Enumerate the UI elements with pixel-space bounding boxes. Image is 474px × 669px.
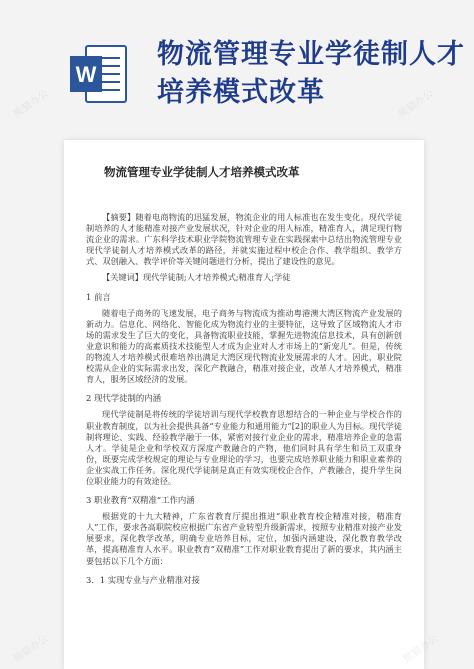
section-heading: 2 现代学徒制的内涵 (86, 393, 161, 404)
watermark: 熊猫办公 (11, 633, 51, 666)
abstract: 【摘要】随着电商物流的迅猛发展，物流企业的用人标准也在发生变化。现代学徒制培养的人才能精准对接产业发展状况，针对企业的用人标准，精准育人，满足现行物流企业的需求。广东科学技术职业学院物流管理专业在实践探索中总结出物流管理专业现代学徒制人才培养模式改革的路径，并就实施过程中校企合作、教学组织、教学方式、双创融入、教学评价等关键问题进行分析，提出了建设性的意见。 (86, 212, 402, 267)
section-heading: 1 前言 (86, 291, 111, 302)
paragraph: 根据党的十九大精神，广东省教育厅提出推进“职业教育校企精准对接，精准育人”工作，要求各高职院校应根据广东省产业转型升级新需求，按照专业精准对接产业发展要求，深化教学改革，明确专业培养目标，定位，加强内涵建设，深化教育教学改革，提高精准育人水平。职业教育“双精准”工作对职业教育提出了新的要求，其内涵主要包括以下几个方面： (86, 511, 402, 566)
document-title: 物流管理专业学徒制人才培养模式改革 (104, 165, 300, 179)
banner-title: 物流管理专业学徒制人才培养模式改革 (157, 39, 465, 108)
document-page (64, 140, 424, 669)
paragraph: 现代学徒制是将传统的学徒培训与现代学校教育思想结合的一种企业与学校合作的职业教育制度，以为社会提供具备“专业能力和通用能力”[2]的职业人为目标。现代学徒制将理论、实践、经验教学融于一体，紧密对接行业企业的需求，精准培养企业的急需人才。学徒是企业和学校双方深度产教融合的产物，他们同时具有学生和员工双重身份，既要完成学校规定的理论与专业理论的学习，也要完成培养职业能力和职业素养的企业实战工作任务。深化现代学徒制是真正有效实现校企合作，产教融合，提升学生岗位职业能力的有效途径。 (86, 409, 402, 486)
section-heading: 3 职业教育“双精准”工作内涵 (86, 495, 195, 506)
svg-text:W: W (75, 62, 97, 87)
paragraph: 随着电子商务的飞速发展，电子商务与物流成为推动粤港澳大湾区物流产业发展的新动力。信息化、网络化、智能化成为物流行业的主要特征，这导致了区域物流人才市场的需求发生了巨大的变化，具备物流职业技能，掌握先进物流信息技术，具有创新创业意识和能力的高素质技术技能型人才成为企业对人才市场上的“新宠儿”。但是，传统的物流人才培养模式很难培养出满足大湾区现代物流业发展需求的人才。因此，职业院校需从企业的实际需求出发，深化产教融合，精准对接企业，改革人才培养模式，精准育人，服务区域经济的发展。 (86, 307, 402, 385)
document-body (86, 212, 402, 591)
watermark: 熊猫办公 (396, 88, 436, 121)
watermark: 熊猫办公 (401, 633, 441, 666)
word-document-icon (68, 42, 128, 106)
watermark: 熊猫办公 (11, 88, 51, 121)
keywords: 【关键词】现代学徒制;人才培养模式;精准育人;学徒 (102, 272, 291, 283)
section-heading: 3．1 实现专业与产业精准对接 (86, 574, 200, 585)
